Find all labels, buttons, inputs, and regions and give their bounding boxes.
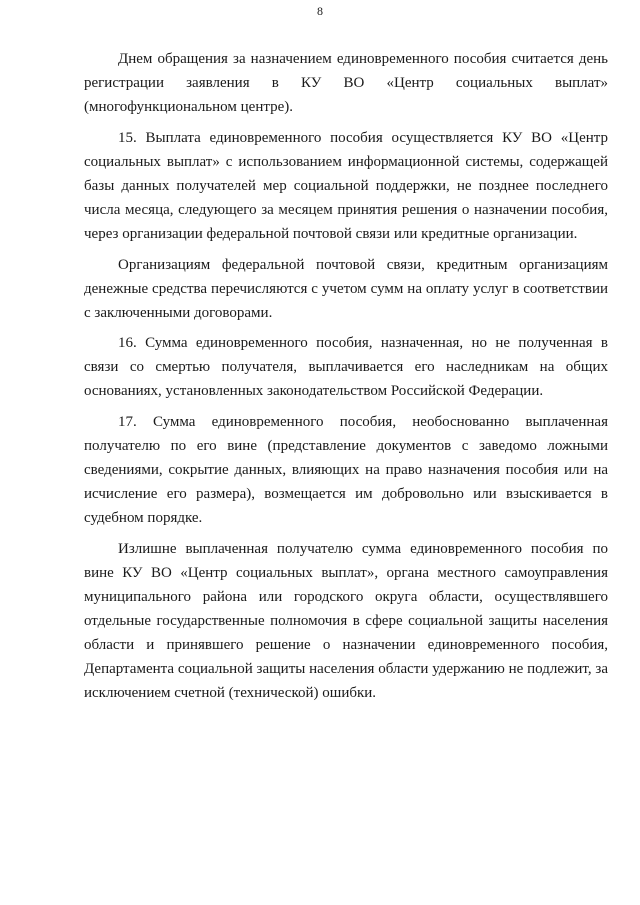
paragraph-overpayment-retention: Излишне выплаченная получателю сумма единовременного пособия по вине КУ ВО «Центр социальных выплат», органа местного самоуправления муниципального района или городского округа области, осуществлявшего отдельные государственные полномочия в сфере социальной защиты населения области и принявшего решение о назначении единовременного пособия, Департамента социальной защиты населения области удержанию не подлежит, за исключением счетной (технической) ошибки. [84, 540, 608, 702]
document-body [84, 47, 608, 712]
paragraph-16-heirs: 16. Сумма единовременного пособия, назначенная, но не полученная в связи со смертью получателя, выплачивается его наследникам на общих основаниях, установленных законодательством Российской Федерации. [84, 335, 608, 400]
paragraph-application-date: Днем обращения за назначением единовременного пособия считается день регистрации заявления в КУ ВО «Центр социальных выплат» (многофункциональном центре). [84, 51, 608, 116]
paragraph-postal-credit-orgs: Организациям федеральной почтовой связи, кредитным организациям денежные средства перечисляются с учетом сумм на оплату услуг в соответствии с заключенными договорами. [84, 256, 608, 321]
paragraph-17-refund: 17. Сумма единовременного пособия, необоснованно выплаченная получателю по его вине (представление документов с заведомо ложными сведениями, сокрытие данных, влияющих на право назначения пособия или на исчисление его размера), возмещается им добровольно или взыскивается в судебном порядке. [84, 413, 608, 527]
paragraph-15-payment: 15. Выплата единовременного пособия осуществляется КУ ВО «Центр социальных выплат» с использованием информационной системы, содержащей базы данных получателей мер социальной поддержки, не позднее последнего числа месяца, следующего за месяцем принятия решения о назначении пособия, через организации федеральной почтовой связи или кредитные организации. [84, 129, 608, 243]
page-number: 8 [317, 4, 323, 18]
